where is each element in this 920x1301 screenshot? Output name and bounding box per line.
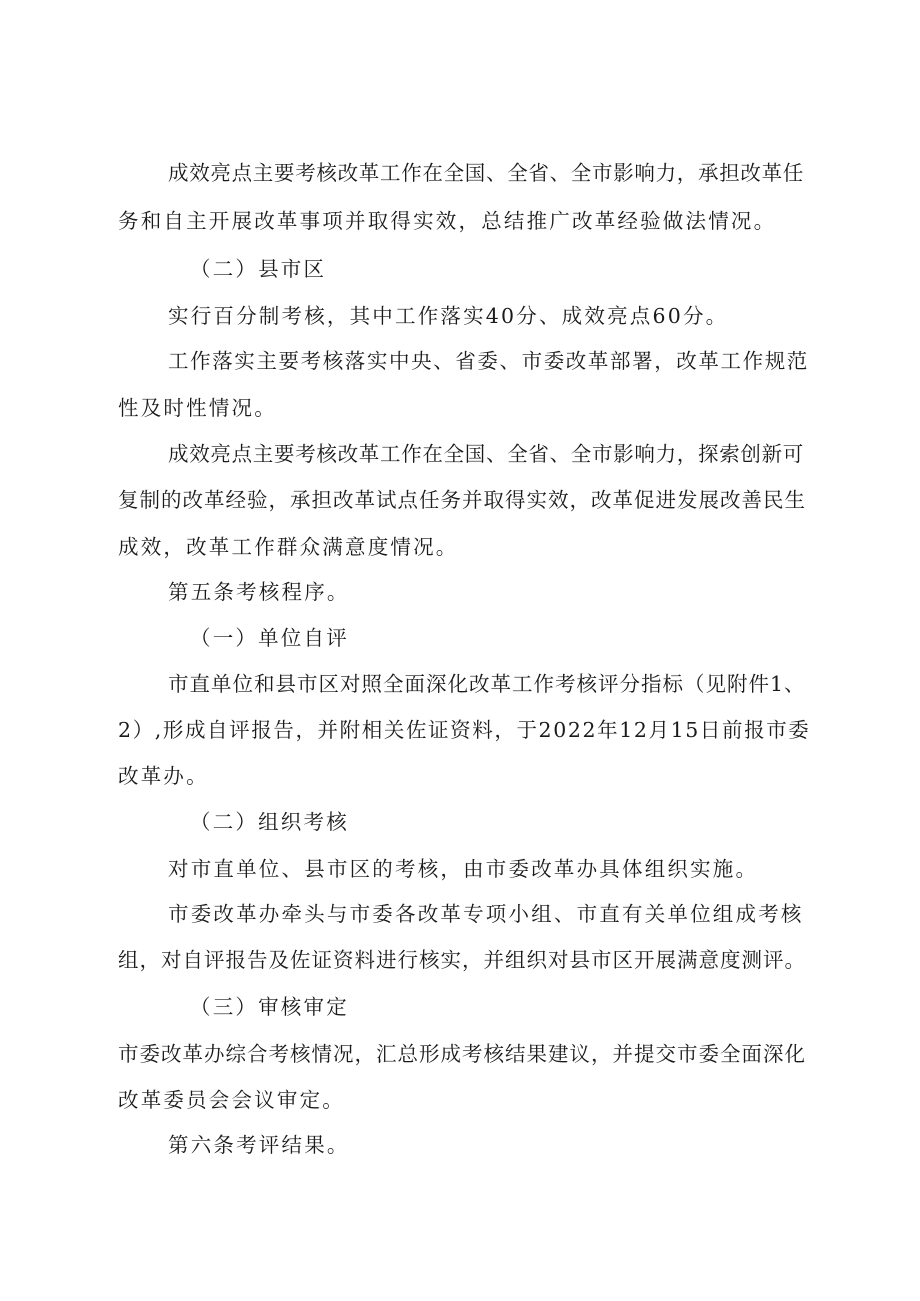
paragraph-line: 性及时性情况。 — [118, 396, 277, 420]
paragraph-line: 市委改革办牵头与市委各改革专项小组、市直有关单位组成考核 — [168, 902, 804, 926]
paragraph-line: 复制的改革经验，承担改革试点任务并取得实效，改革促进发展改善民生 — [118, 488, 806, 512]
paragraph-line: 实行百分制考核，其中工作落实40分、成效亮点60分。 — [168, 304, 729, 328]
paragraph-line: 成效，改革工作群众满意度情况。 — [118, 535, 459, 559]
paragraph-line: 工作落实主要考核落实中央、省委、市委改革部署，改革工作规范 — [168, 349, 809, 373]
article-heading: 第六条考评结果。 — [168, 1133, 350, 1157]
paragraph-line: 改革办。 — [118, 764, 209, 788]
paragraph-line: 成效亮点主要考核改革工作在全国、全省、全市影响力，承担改革任 — [168, 161, 804, 185]
paragraph-line: 组，对自评报告及佐证资料进行核实，并组织对县市区开展满意度测评。 — [118, 948, 806, 972]
section-heading: （一）单位自评 — [190, 626, 349, 650]
paragraph-line: 改革委员会会议审定。 — [118, 1088, 345, 1112]
paragraph-line: 2）,形成自评报告，并附相关佐证资料，于2022年12月15日前报市委 — [118, 718, 811, 742]
paragraph-line: 市直单位和县市区对照全面深化改革工作考核评分指标（见附件1、 — [168, 672, 806, 696]
section-heading: （三）审核审定 — [190, 995, 349, 1019]
section-heading: （二）县市区 — [190, 257, 327, 281]
paragraph-line: 务和自主开展改革事项并取得实效，总结推广改革经验做法情况。 — [118, 209, 777, 233]
paragraph-line: 成效亮点主要考核改革工作在全国、全省、全市影响力，探索创新可 — [168, 442, 804, 466]
article-heading: 第五条考核程序。 — [168, 580, 350, 604]
paragraph-line: 对市直单位、县市区的考核，由市委改革办具体组织实施。 — [168, 857, 759, 881]
section-heading: （二）组织考核 — [190, 810, 349, 834]
paragraph-line: 市委改革办综合考核情况，汇总形成考核结果建议，并提交市委全面深化 — [118, 1042, 806, 1066]
